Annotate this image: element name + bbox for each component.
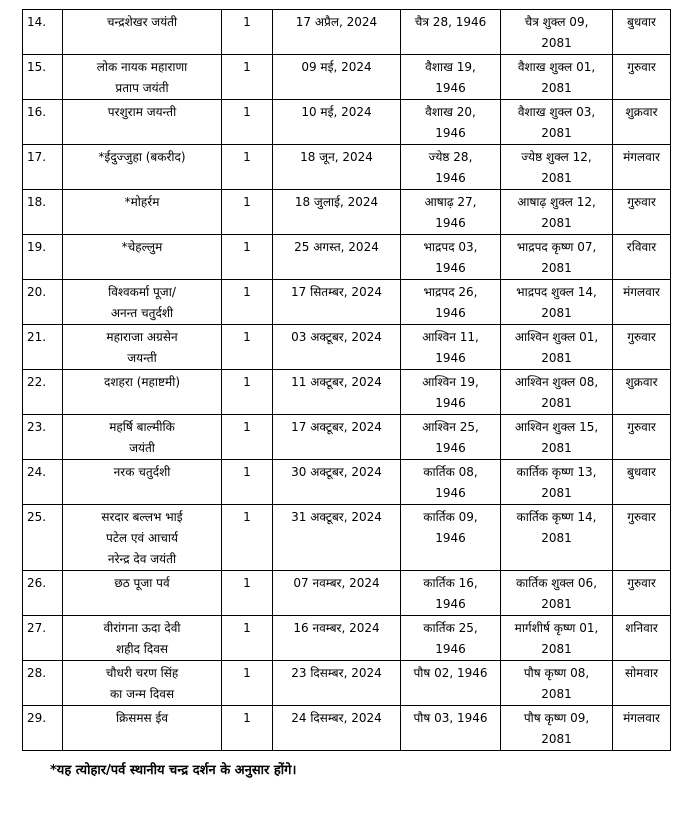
holiday-name-cell <box>63 280 222 325</box>
day-count-cell: 1 <box>222 460 273 505</box>
gregorian-date-cell: 24 दिसम्बर, 2024 <box>273 706 401 751</box>
tithi-cell <box>501 661 613 706</box>
serial-number-cell: 20. <box>23 280 63 325</box>
holiday-name-cell-line: *मोहर्रम <box>124 195 160 209</box>
weekday-cell: गुरुवार <box>613 55 671 100</box>
holiday-name-cell-line: वीरांगना ऊदा देवी <box>103 621 181 635</box>
day-count-cell: 1 <box>222 145 273 190</box>
holiday-name-cell <box>63 100 222 145</box>
weekday-cell: गुरुवार <box>613 571 671 616</box>
holiday-name-cell-line: जयंती <box>129 441 155 455</box>
serial-number-cell: 28. <box>23 661 63 706</box>
table-row <box>23 235 671 280</box>
holiday-name-cell-line: दशहरा (महाष्टमी) <box>103 375 181 389</box>
holiday-name-cell-line: नरक चतुर्दशी <box>113 465 171 479</box>
holiday-name-cell-line: *चेहल्लुम <box>121 240 163 254</box>
holiday-name-cell <box>63 10 222 55</box>
saka-date-cell-line: 1946 <box>435 216 466 230</box>
weekday-cell: रविवार <box>613 235 671 280</box>
tithi-cell <box>501 460 613 505</box>
day-count-cell: 1 <box>222 235 273 280</box>
serial-number-cell: 27. <box>23 616 63 661</box>
serial-number-cell: 16. <box>23 100 63 145</box>
tithi-cell <box>501 235 613 280</box>
tithi-cell-line: आषाढ़ शुक्ल 12, <box>517 195 596 209</box>
table-row <box>23 280 671 325</box>
saka-date-cell-line: 1946 <box>435 351 466 365</box>
tithi-cell-line: कार्तिक कृष्ण 13, <box>516 465 597 479</box>
saka-date-cell-line: 1946 <box>435 306 466 320</box>
tithi-cell-line: भाद्रपद शुक्ल 14, <box>516 285 597 299</box>
tithi-cell-line: 2081 <box>541 531 572 545</box>
tithi-cell-line: 2081 <box>541 261 572 275</box>
saka-date-cell-line: कार्तिक 09, <box>423 510 478 524</box>
holiday-name-cell <box>63 370 222 415</box>
table-row <box>23 661 671 706</box>
tithi-cell <box>501 706 613 751</box>
holiday-name-cell <box>63 460 222 505</box>
weekday-cell: बुधवार <box>613 10 671 55</box>
tithi-cell-line: आश्विन शुक्ल 01, <box>514 330 599 344</box>
saka-date-cell-line: चैत्र 28, 1946 <box>414 15 487 29</box>
day-count-cell: 1 <box>222 10 273 55</box>
gregorian-date-cell: 03 अक्टूबर, 2024 <box>273 325 401 370</box>
holiday-name-cell-line: विश्वकर्मा पूजा/ <box>108 285 176 299</box>
serial-number-cell: 24. <box>23 460 63 505</box>
gregorian-date-cell: 07 नवम्बर, 2024 <box>273 571 401 616</box>
serial-number-cell: 26. <box>23 571 63 616</box>
saka-date-cell <box>401 661 501 706</box>
saka-date-cell-line: आश्विन 25, <box>422 420 479 434</box>
tithi-cell-line: 2081 <box>541 441 572 455</box>
tithi-cell-line: चैत्र शुक्ल 09, <box>524 15 589 29</box>
saka-date-cell-line: भाद्रपद 26, <box>423 285 478 299</box>
tithi-cell <box>501 55 613 100</box>
tithi-cell-line: 2081 <box>541 81 572 95</box>
table-row <box>23 415 671 460</box>
weekday-cell: मंगलवार <box>613 706 671 751</box>
tithi-cell-line: 2081 <box>541 36 572 50</box>
table-row <box>23 571 671 616</box>
holiday-name-cell <box>63 325 222 370</box>
tithi-cell <box>501 145 613 190</box>
holiday-name-cell-line: सरदार बल्लभ भाई <box>101 510 183 524</box>
day-count-cell: 1 <box>222 190 273 235</box>
gregorian-date-cell: 18 जून, 2024 <box>273 145 401 190</box>
tithi-cell-line: पौष कृष्ण 08, <box>523 666 590 680</box>
serial-number-cell: 22. <box>23 370 63 415</box>
saka-date-cell <box>401 145 501 190</box>
table-row <box>23 616 671 661</box>
saka-date-cell-line: कार्तिक 25, <box>423 621 478 635</box>
holiday-name-cell-line: जयन्ती <box>127 351 157 365</box>
holiday-name-cell-line: नरेन्द्र देव जयंती <box>107 552 177 566</box>
saka-date-cell-line: आश्विन 11, <box>422 330 479 344</box>
table-row <box>23 10 671 55</box>
tithi-cell-line: 2081 <box>541 351 572 365</box>
serial-number-cell: 18. <box>23 190 63 235</box>
gregorian-date-cell: 31 अक्टूबर, 2024 <box>273 505 401 571</box>
tithi-cell-line: 2081 <box>541 642 572 656</box>
holiday-name-cell-line: महाराजा अग्रसेन <box>106 330 178 344</box>
serial-number-cell: 23. <box>23 415 63 460</box>
gregorian-date-cell: 10 मई, 2024 <box>273 100 401 145</box>
holiday-name-cell-line: पटेल एवं आचार्य <box>106 531 178 545</box>
holiday-name-cell-line: परशुराम जयन्ती <box>107 105 177 119</box>
table-row <box>23 190 671 235</box>
serial-number-cell: 17. <box>23 145 63 190</box>
saka-date-cell-line: 1946 <box>435 396 466 410</box>
saka-date-cell-line: कार्तिक 08, <box>423 465 478 479</box>
holiday-name-cell-line: *ईदुज्जुहा (बकरीद) <box>98 150 186 164</box>
tithi-cell-line: भाद्रपद कृष्ण 07, <box>516 240 597 254</box>
holiday-name-cell <box>63 571 222 616</box>
saka-date-cell <box>401 616 501 661</box>
holiday-name-cell-line: छठ पूजा पर्व <box>114 576 170 590</box>
tithi-cell <box>501 415 613 460</box>
weekday-cell: गुरुवार <box>613 190 671 235</box>
holiday-name-cell <box>63 190 222 235</box>
tithi-cell <box>501 100 613 145</box>
saka-date-cell <box>401 100 501 145</box>
day-count-cell: 1 <box>222 55 273 100</box>
saka-date-cell-line: वैशाख 20, <box>425 105 476 119</box>
holiday-name-cell-line: चन्द्रशेखर जयंती <box>106 15 178 29</box>
serial-number-cell: 15. <box>23 55 63 100</box>
holiday-rows <box>23 10 671 751</box>
gregorian-date-cell: 09 मई, 2024 <box>273 55 401 100</box>
holiday-name-cell-line: अनन्त चतुर्दशी <box>110 306 174 320</box>
holiday-name-cell-line: महर्षि बाल्मीकि <box>109 420 175 434</box>
holiday-name-cell <box>63 505 222 571</box>
saka-date-cell-line: कार्तिक 16, <box>423 576 478 590</box>
tithi-cell-line: 2081 <box>541 216 572 230</box>
tithi-cell-line: कार्तिक कृष्ण 14, <box>516 510 597 524</box>
tithi-cell-line: कार्तिक शुक्ल 06, <box>515 576 598 590</box>
tithi-cell <box>501 370 613 415</box>
tithi-cell-line: मार्गशीर्ष कृष्ण 01, <box>514 621 599 635</box>
holiday-name-cell-line: प्रताप जयंती <box>115 81 169 95</box>
saka-date-cell-line: 1946 <box>435 261 466 275</box>
holiday-name-cell-line: क्रिसमस ईव <box>115 711 169 725</box>
gregorian-date-cell: 23 दिसम्बर, 2024 <box>273 661 401 706</box>
gregorian-date-cell: 18 जुलाई, 2024 <box>273 190 401 235</box>
table-row <box>23 145 671 190</box>
holiday-name-cell-line: चौधरी चरण सिंह <box>105 666 179 680</box>
saka-date-cell <box>401 706 501 751</box>
tithi-cell <box>501 505 613 571</box>
holiday-name-cell <box>63 661 222 706</box>
gregorian-date-cell: 17 सितम्बर, 2024 <box>273 280 401 325</box>
saka-date-cell-line: आषाढ़ 27, <box>424 195 477 209</box>
saka-date-cell <box>401 280 501 325</box>
day-count-cell: 1 <box>222 661 273 706</box>
gregorian-date-cell: 17 अक्टूबर, 2024 <box>273 415 401 460</box>
saka-date-cell <box>401 505 501 571</box>
weekday-cell: मंगलवार <box>613 280 671 325</box>
weekday-cell: शुक्रवार <box>613 100 671 145</box>
holiday-name-cell <box>63 415 222 460</box>
day-count-cell: 1 <box>222 370 273 415</box>
tithi-cell-line: 2081 <box>541 486 572 500</box>
weekday-cell: सोमवार <box>613 661 671 706</box>
day-count-cell: 1 <box>222 100 273 145</box>
saka-date-cell-line: 1946 <box>435 171 466 185</box>
tithi-cell <box>501 571 613 616</box>
serial-number-cell: 29. <box>23 706 63 751</box>
holiday-name-cell <box>63 55 222 100</box>
saka-date-cell-line: वैशाख 19, <box>425 60 476 74</box>
holiday-name-cell <box>63 706 222 751</box>
saka-date-cell-line: पौष 03, 1946 <box>413 711 488 725</box>
day-count-cell: 1 <box>222 706 273 751</box>
saka-date-cell <box>401 10 501 55</box>
tithi-cell-line: 2081 <box>541 687 572 701</box>
saka-date-cell-line: आश्विन 19, <box>422 375 479 389</box>
saka-date-cell-line: 1946 <box>435 126 466 140</box>
table-row <box>23 505 671 571</box>
saka-date-cell-line: पौष 02, 1946 <box>413 666 488 680</box>
tithi-cell <box>501 325 613 370</box>
saka-date-cell <box>401 190 501 235</box>
holiday-table <box>22 9 671 751</box>
serial-number-cell: 25. <box>23 505 63 571</box>
saka-date-cell-line: 1946 <box>435 486 466 500</box>
tithi-cell-line: आश्विन शुक्ल 15, <box>514 420 599 434</box>
saka-date-cell-line: ज्येष्ठ 28, <box>428 150 473 164</box>
holiday-name-cell <box>63 235 222 280</box>
tithi-cell-line: 2081 <box>541 396 572 410</box>
tithi-cell <box>501 280 613 325</box>
serial-number-cell: 19. <box>23 235 63 280</box>
weekday-cell: गुरुवार <box>613 325 671 370</box>
holiday-name-cell <box>63 145 222 190</box>
gregorian-date-cell: 16 नवम्बर, 2024 <box>273 616 401 661</box>
gregorian-date-cell: 30 अक्टूबर, 2024 <box>273 460 401 505</box>
saka-date-cell <box>401 460 501 505</box>
gregorian-date-cell: 11 अक्टूबर, 2024 <box>273 370 401 415</box>
holiday-name-cell-line: का जन्म दिवस <box>109 687 175 701</box>
weekday-cell: गुरुवार <box>613 415 671 460</box>
table-row <box>23 460 671 505</box>
saka-date-cell-line: 1946 <box>435 441 466 455</box>
saka-date-cell-line: 1946 <box>435 597 466 611</box>
day-count-cell: 1 <box>222 415 273 460</box>
table-row <box>23 706 671 751</box>
saka-date-cell <box>401 325 501 370</box>
day-count-cell: 1 <box>222 616 273 661</box>
weekday-cell: गुरुवार <box>613 505 671 571</box>
tithi-cell <box>501 10 613 55</box>
tithi-cell-line: वैशाख शुक्ल 01, <box>517 60 596 74</box>
tithi-cell-line: 2081 <box>541 306 572 320</box>
table-row <box>23 325 671 370</box>
tithi-cell-line: आश्विन शुक्ल 08, <box>514 375 599 389</box>
tithi-cell-line: 2081 <box>541 732 572 746</box>
serial-number-cell: 14. <box>23 10 63 55</box>
saka-date-cell-line: भाद्रपद 03, <box>423 240 478 254</box>
day-count-cell: 1 <box>222 505 273 571</box>
holiday-name-cell-line: शहीद दिवस <box>115 642 169 656</box>
day-count-cell: 1 <box>222 280 273 325</box>
tithi-cell-line: 2081 <box>541 171 572 185</box>
tithi-cell-line: वैशाख शुक्ल 03, <box>517 105 596 119</box>
saka-date-cell <box>401 571 501 616</box>
gregorian-date-cell: 25 अगस्त, 2024 <box>273 235 401 280</box>
weekday-cell: मंगलवार <box>613 145 671 190</box>
holiday-name-cell <box>63 616 222 661</box>
table-row <box>23 100 671 145</box>
gregorian-date-cell: 17 अप्रैल, 2024 <box>273 10 401 55</box>
tithi-cell-line: पौष कृष्ण 09, <box>523 711 590 725</box>
day-count-cell: 1 <box>222 325 273 370</box>
saka-date-cell <box>401 370 501 415</box>
table-row <box>23 370 671 415</box>
weekday-cell: शुक्रवार <box>613 370 671 415</box>
tithi-cell-line: 2081 <box>541 126 572 140</box>
tithi-cell-line: ज्येष्ठ शुक्ल 12, <box>521 150 592 164</box>
saka-date-cell <box>401 235 501 280</box>
tithi-cell <box>501 616 613 661</box>
saka-date-cell-line: 1946 <box>435 531 466 545</box>
saka-date-cell-line: 1946 <box>435 81 466 95</box>
saka-date-cell-line: 1946 <box>435 642 466 656</box>
weekday-cell: शनिवार <box>613 616 671 661</box>
footnote: *यह त्योहार/पर्व स्थानीय चन्द्र दर्शन के अनुसार होंगे। <box>50 763 297 778</box>
serial-number-cell: 21. <box>23 325 63 370</box>
saka-date-cell <box>401 55 501 100</box>
saka-date-cell <box>401 415 501 460</box>
holiday-name-cell-line: लोक नायक महाराणा <box>96 60 188 74</box>
tithi-cell <box>501 190 613 235</box>
tithi-cell-line: 2081 <box>541 597 572 611</box>
day-count-cell: 1 <box>222 571 273 616</box>
table-row <box>23 55 671 100</box>
weekday-cell: बुधवार <box>613 460 671 505</box>
